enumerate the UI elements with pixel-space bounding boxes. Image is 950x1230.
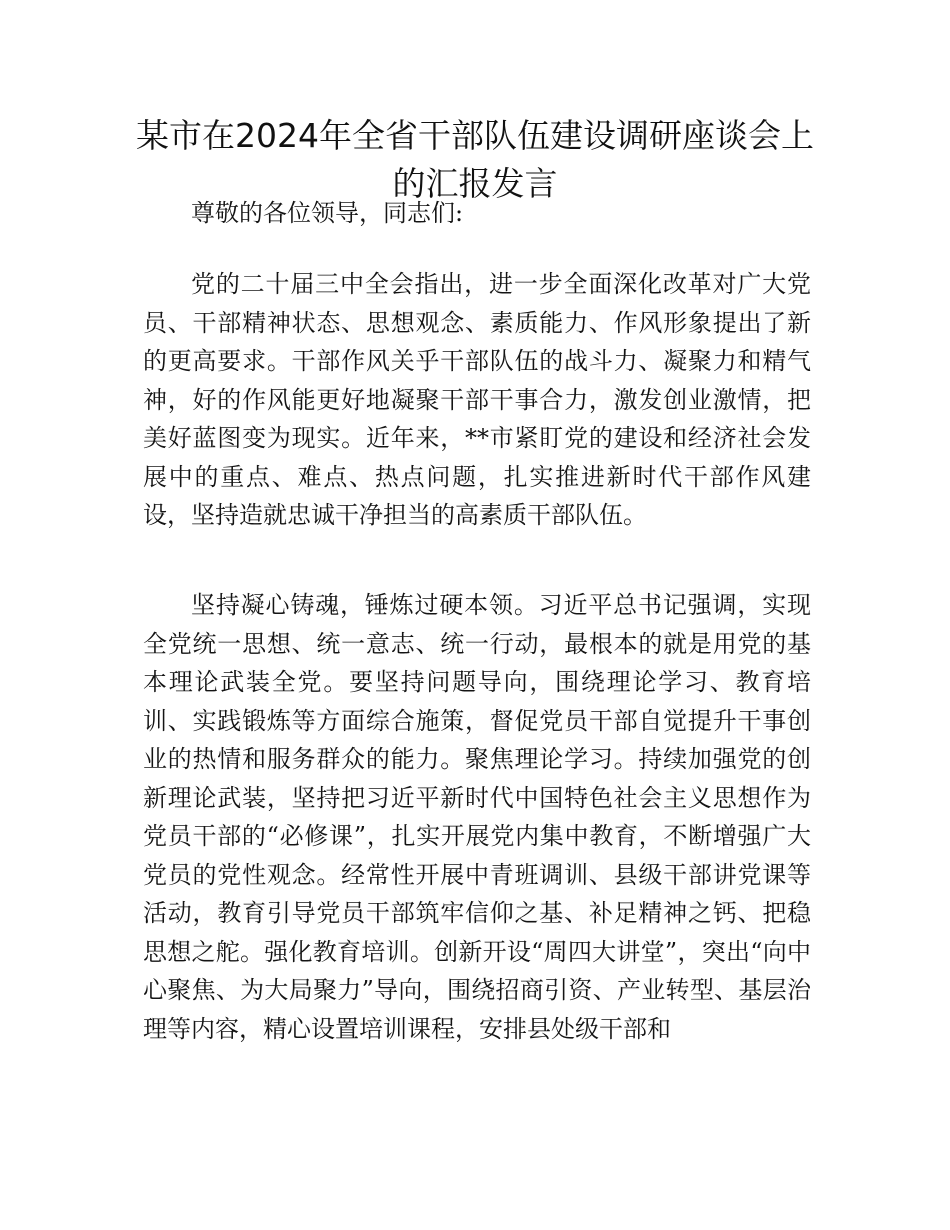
document-title bbox=[120, 112, 830, 208]
title-line-1: 某市在2024年全省干部队伍建设调研座谈会上 bbox=[136, 116, 814, 155]
title-line-2: 的汇报发言 bbox=[392, 164, 558, 203]
salutation: 尊敬的各位领导，同志们: bbox=[191, 199, 464, 227]
paragraph-1: 党的二十届三中全会指出，进一步全面深化改革对广大党员、干部精神状态、思想观念、素质能力、作风形象提出了新的更高要求。干部作风关乎干部队伍的战斗力、凝聚力和精气神，好的作风能更好地凝聚干部干事合力，激发创业激情，把美好蓝图变为现实。近年来，**市紧盯党的建设和经济社会发展中的重点、难点、热点问题，扎实推进新时代干部作风建设，坚持造就忠诚干净担当的高素质干部队伍。 bbox=[143, 270, 811, 529]
paragraph-2: 坚持凝心铸魂，锤炼过硬本领。习近平总书记强调，实现全党统一思想、统一意志、统一行动，最根本的就是用党的基本理论武装全党。要坚持问题导向，围绕理论学习、教育培训、实践锻炼等方面综合施策，督促党员干部自觉提升干事创业的热情和服务群众的能力。聚焦理论学习。持续加强党的创新理论武装，坚持把习近平新时代中国特色社会主义思想作为党员干部的“必修课”，扎实开展党内集中教育，不断增强广大党员的党性观念。经常性开展中青班调训、县级干部讲党课等活动，教育引导党员干部筑牢信仰之基、补足精神之钙、把稳思想之舵。强化教育培训。创新开设“周四大讲堂”，突出“向中心聚焦、为大局聚力”导向，围绕招商引资、产业转型、基层治理等内容，精心设置培训课程，安排县处级干部和 bbox=[143, 591, 811, 1043]
